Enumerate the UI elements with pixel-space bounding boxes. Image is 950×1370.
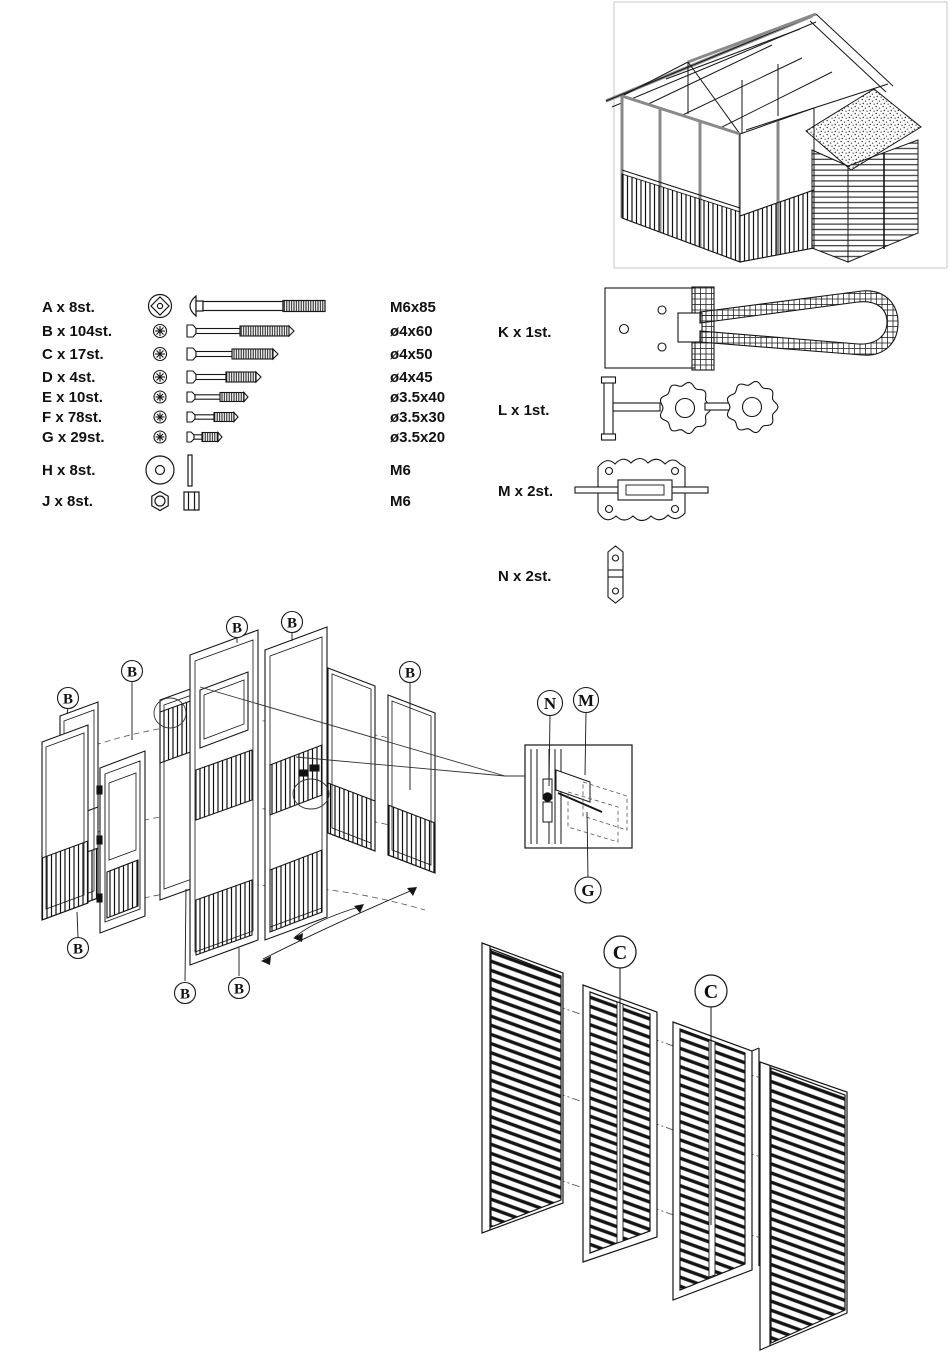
wall-panel bbox=[328, 668, 375, 851]
callout-letter: B bbox=[62, 691, 74, 708]
screw-icon bbox=[154, 431, 222, 443]
callout-letter: B bbox=[233, 981, 245, 998]
latch-mark bbox=[310, 765, 319, 771]
callout-B-bottom-3 bbox=[229, 948, 250, 999]
callout-letter: B bbox=[126, 664, 138, 681]
screw-icon bbox=[154, 348, 279, 361]
fastener-row-C bbox=[42, 346, 433, 363]
hardware-row-K bbox=[498, 287, 898, 370]
fastener-size: ø4x50 bbox=[390, 346, 433, 363]
hasp-latch-icon bbox=[605, 287, 898, 370]
door-hinge bbox=[97, 786, 102, 794]
fastener-label: J x 8st. bbox=[42, 493, 93, 510]
wall-panel bbox=[388, 695, 435, 873]
greenhouse-overview bbox=[606, 2, 947, 268]
screw-icon bbox=[154, 411, 238, 423]
fastener-label: F x 78st. bbox=[42, 409, 103, 426]
louver-panel-1 bbox=[482, 943, 563, 1233]
latch-mark bbox=[299, 770, 308, 776]
fastener-row-D bbox=[42, 369, 433, 386]
fastener-row-A bbox=[42, 295, 436, 318]
fastener-label: D x 4st. bbox=[42, 369, 96, 386]
louver-panel-assembly bbox=[482, 936, 847, 1350]
hex-nut-icon bbox=[152, 492, 199, 511]
fastener-size: ø3.5x30 bbox=[390, 409, 446, 426]
fastener-label: A x 8st. bbox=[42, 299, 95, 316]
fastener-size: M6x85 bbox=[390, 299, 436, 316]
screw-icon bbox=[154, 371, 262, 384]
fastener-row-E bbox=[42, 389, 445, 406]
callout-letter: B bbox=[286, 615, 298, 632]
fastener-label: E x 10st. bbox=[42, 389, 103, 406]
louver-panel-3 bbox=[673, 1022, 759, 1300]
fastener-row-F bbox=[42, 409, 445, 426]
callout-letter: B bbox=[72, 941, 84, 958]
callout-letter: B bbox=[179, 986, 191, 1003]
fastener-size: ø4x45 bbox=[390, 369, 433, 386]
fastener-size: ø4x60 bbox=[390, 323, 433, 340]
latch-detail-view bbox=[525, 688, 632, 904]
fastener-label: H x 8st. bbox=[42, 462, 96, 479]
callout-B-bottom-1 bbox=[68, 912, 89, 959]
fastener-size: M6 bbox=[390, 493, 411, 510]
screw-icon bbox=[154, 325, 295, 338]
turn-knob-handle-icon bbox=[602, 377, 779, 440]
fastener-size: ø3.5x20 bbox=[390, 429, 446, 446]
fastener-row-G bbox=[42, 429, 445, 446]
screw-icon bbox=[154, 391, 248, 403]
carriage-bolt-icon bbox=[149, 295, 326, 318]
callout-letter: C bbox=[703, 981, 719, 1003]
fastener-row-J bbox=[42, 492, 411, 511]
door-hinge bbox=[97, 836, 102, 844]
fastener-size: M6 bbox=[390, 462, 411, 479]
exploded-wall-assembly bbox=[42, 612, 525, 1004]
greenhouse-right-wall bbox=[740, 108, 814, 262]
callout-letter: G bbox=[581, 881, 595, 900]
callout-letter: B bbox=[231, 620, 243, 637]
hardware-label: L x 1st. bbox=[498, 402, 550, 419]
washer-icon bbox=[146, 455, 192, 486]
callout-letter: M bbox=[577, 691, 595, 710]
door-panel bbox=[97, 751, 145, 933]
fastener-label: B x 104st. bbox=[42, 323, 113, 340]
callout-B-top-2 bbox=[122, 661, 143, 741]
door-hinge bbox=[97, 894, 102, 902]
callout-letter: B bbox=[404, 665, 416, 682]
hardware-row-M bbox=[498, 459, 708, 521]
gable-panel bbox=[190, 630, 258, 965]
strap-plate-icon bbox=[608, 546, 623, 603]
wall-panel bbox=[42, 725, 88, 920]
hardware-row-N bbox=[498, 546, 623, 603]
hardware-label: N x 2st. bbox=[498, 568, 552, 585]
hardware-list bbox=[498, 287, 898, 603]
callout-letter: N bbox=[543, 694, 557, 713]
hardware-label: K x 1st. bbox=[498, 324, 552, 341]
fastener-size: ø3.5x40 bbox=[390, 389, 446, 406]
fastener-row-H bbox=[42, 455, 411, 486]
barrel-bolt-icon bbox=[575, 459, 708, 521]
corner-panel bbox=[265, 627, 327, 940]
callout-B-top-4 bbox=[282, 612, 303, 642]
louver-panel-4 bbox=[760, 1062, 847, 1350]
fasteners-list bbox=[42, 295, 445, 511]
hardware-label: M x 2st. bbox=[498, 483, 554, 500]
fastener-label: G x 29st. bbox=[42, 429, 105, 446]
callout-letter: C bbox=[612, 942, 628, 964]
fastener-label: C x 17st. bbox=[42, 346, 104, 363]
shed-front-siding bbox=[812, 150, 848, 262]
fastener-row-B bbox=[42, 323, 433, 340]
hardware-row-L bbox=[498, 377, 778, 440]
